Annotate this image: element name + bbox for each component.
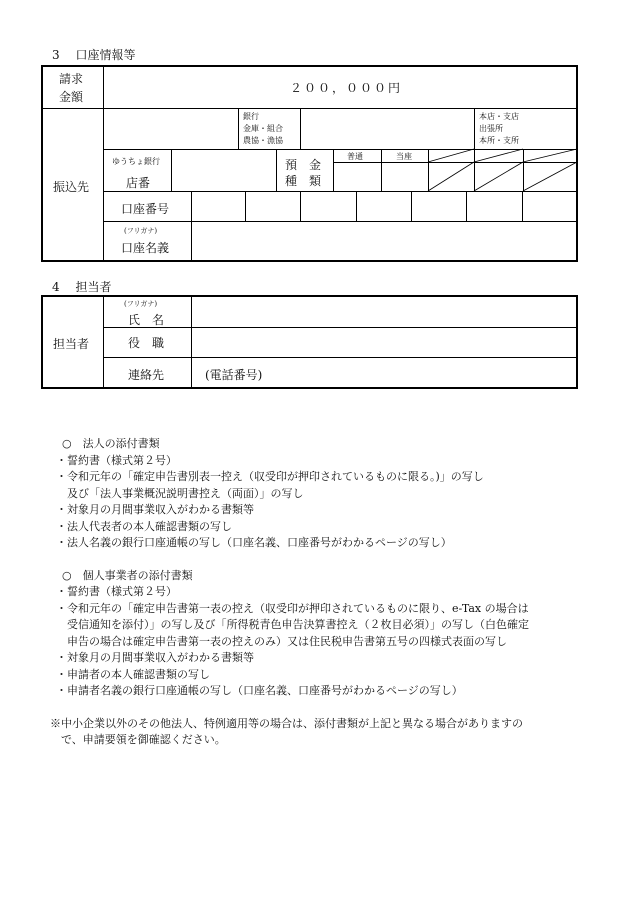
account-name-furigana: (フリガナ) — [124, 227, 158, 235]
section4-heading: 4 担当者 — [52, 280, 112, 294]
person-label: 担当者 — [53, 337, 90, 351]
account-name-label: 口座名義 — [121, 241, 170, 255]
indiv-heading: ○ 個人事業者の添付書類 — [62, 568, 193, 582]
bank-type-2: 農協・漁協 — [243, 136, 283, 145]
claim-label-2: 金額 — [59, 90, 84, 104]
indiv-item: 申告の場合は確定申告書第一表の控えのみ）又は住民税申告書第五号の四様式表面の写し — [56, 634, 507, 648]
corp-item: 及び「法人事業概況説明書控え（両面）」の写し — [56, 486, 304, 500]
remark-line: で、申請要領を御確認ください。 — [50, 733, 226, 746]
phone-placeholder: (電話番号) — [205, 368, 263, 382]
indiv-item: ・誓約書（様式第２号） — [56, 585, 177, 598]
toza-label: 当座 — [396, 152, 412, 161]
account-number-label: 口座番号 — [121, 202, 170, 216]
indiv-item: 受信通知を添付）」の写し及び「所得税青色申告決算書控え（２枚目必須）」の写し（白色確定 — [56, 618, 529, 631]
remark-line: ※中小企業以外のその他法人、特例適用等の場合は、添付書類が上記と異なる場合がありますの — [50, 716, 523, 730]
contact-label: 連絡先 — [128, 368, 165, 382]
corp-item: ・法人名義の銀行口座通帳の写し（口座名義、口座番号がわかるページの写し） — [56, 536, 452, 549]
claim-amount: ２００，０００円 — [290, 81, 403, 95]
contact-person-table — [41, 295, 578, 389]
furikomi-label: 振込先 — [53, 180, 90, 194]
section3-heading: 3 口座情報等 — [52, 48, 136, 62]
corp-item: ・令和元年の「確定申告書別表一控え（収受印が押印されているものに限る。)」の写し — [56, 470, 484, 483]
branch-number-slashes — [0, 0, 630, 300]
corp-item: ・誓約書（様式第２号） — [56, 453, 177, 467]
bank-type-0: 銀行 — [243, 112, 259, 121]
position-label: 役 職 — [128, 336, 165, 350]
bank-type-1: 金庫・組合 — [243, 124, 283, 133]
claim-label-1: 請求 — [59, 72, 84, 86]
corp-item: ・法人代表者の本人確認書類の写し — [56, 519, 232, 533]
futsu-label: 普通 — [347, 152, 363, 161]
indiv-item: ・申請者名義の銀行口座通帳の写し（口座名義、口座番号がわかるページの写し） — [56, 684, 463, 697]
indiv-item: ・対象月の月間事業収入がわかる書類等 — [56, 651, 254, 664]
name-label: 氏 名 — [128, 313, 165, 327]
branch-type-1: 出張所 — [479, 124, 503, 133]
corp-item: ・対象月の月間事業収入がわかる書類等 — [56, 503, 254, 516]
deposit-type-label-2: 種 類 — [285, 174, 322, 188]
branch-type-0: 本店・支店 — [479, 112, 519, 121]
yucho-label: ゆうちょ銀行 — [112, 157, 160, 166]
corp-heading: ○ 法人の添付書類 — [62, 437, 160, 450]
attachments-notes — [50, 436, 529, 749]
deposit-type-label-1: 預 金 — [285, 158, 322, 172]
branch-type-2: 本所・支所 — [479, 136, 519, 145]
name-furigana: (フリガナ) — [124, 300, 158, 308]
indiv-item: ・令和元年の「確定申告書第一表の控え（収受印が押印されているものに限り、e-Tax の場合は — [56, 601, 529, 615]
branch-number-label: 店番 — [126, 176, 151, 190]
indiv-item: ・申請者の本人確認書類の写し — [56, 667, 210, 681]
